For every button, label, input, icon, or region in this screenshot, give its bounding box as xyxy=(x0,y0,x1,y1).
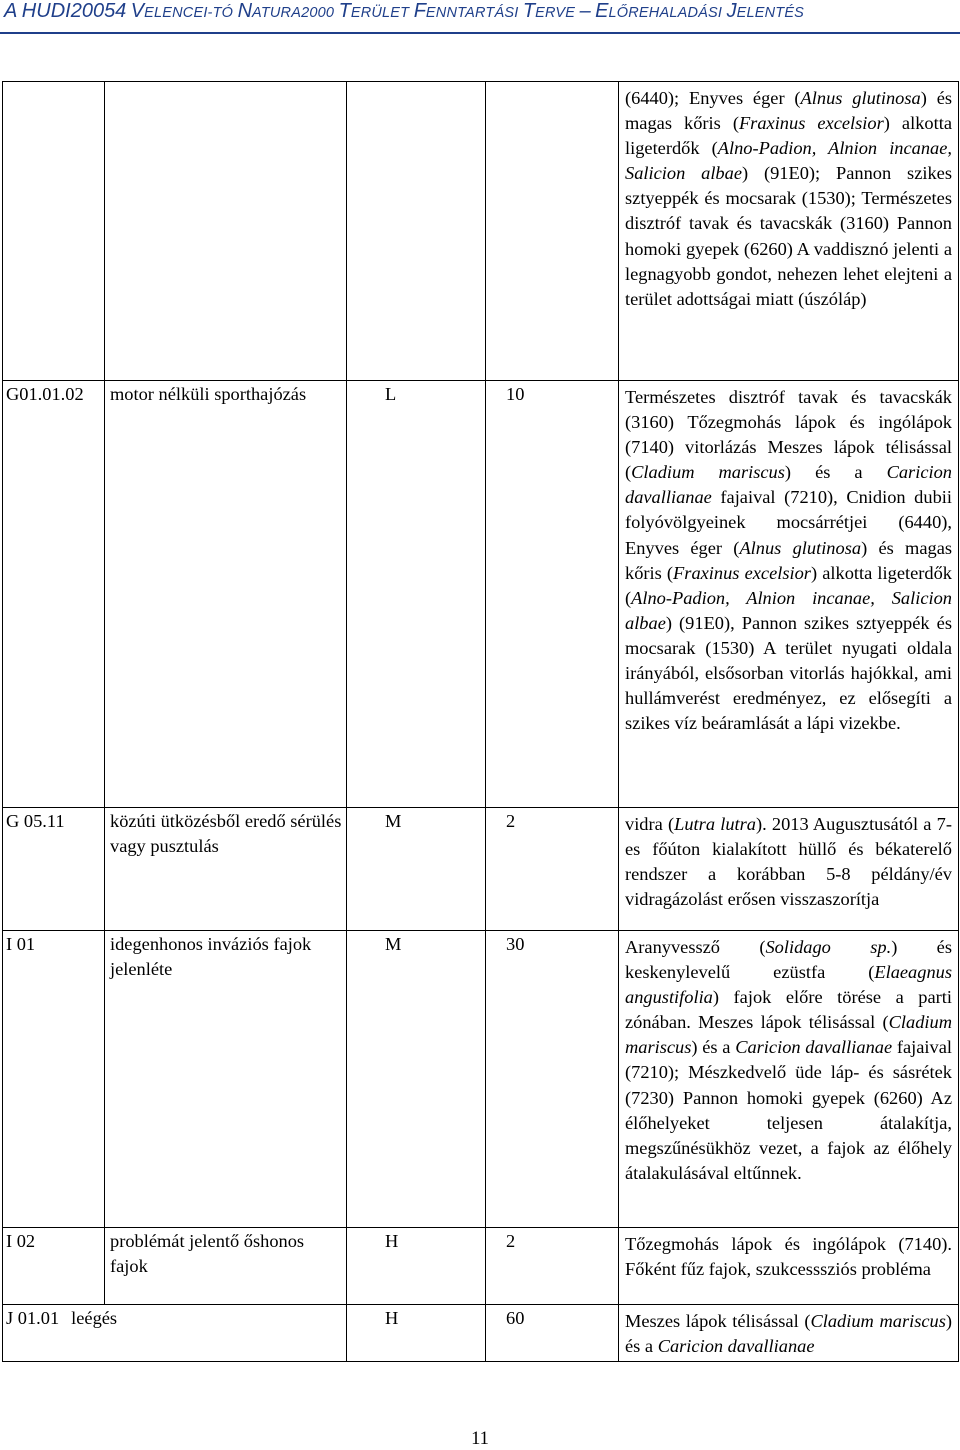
note-text: ) és magas kőris ( xyxy=(625,537,953,583)
note-text: ) és a xyxy=(784,462,887,483)
species-name: Alno-Padion, Alnion incanae, Salicion albae xyxy=(625,138,953,184)
species-name: Caricion davallianae xyxy=(625,462,952,508)
header-text: A HUDI20054 VELENCEI-TÓ NATURA2000 TERÜLET FENNTARTÁSI TERVE – ELŐREHALADÁSI JELENTÉS xyxy=(4,0,805,22)
note-text: ) alkotta ligeterdők ( xyxy=(625,113,952,159)
note-text: ). 2013 Augusztusától a 7-es főúton kialakított hüllő és békaterelő rendszer a korábban 5-8 példány/év vidragázolást erősen visszaszorítja xyxy=(625,814,952,910)
threat-description: idegenhonos inváziós fajok jelenléte xyxy=(105,931,347,1228)
impact-level: H xyxy=(347,1228,486,1305)
threats-table xyxy=(2,81,959,1362)
threat-description: leégés xyxy=(71,1308,118,1328)
species-name: Caricion davallianae xyxy=(657,1336,815,1357)
threat-code: I 01 xyxy=(3,931,105,1228)
threat-code-cell xyxy=(3,1305,347,1362)
threat-description xyxy=(105,82,347,381)
note-text: vidra ( xyxy=(625,814,675,834)
affected-percent: 2 xyxy=(486,1228,619,1305)
affected-percent xyxy=(486,82,619,381)
note-text: (6440); Enyves éger ( xyxy=(625,88,801,108)
species-name: Cladium mariscus xyxy=(625,1012,952,1058)
species-name: Cladium mariscus xyxy=(631,462,785,483)
threat-description: motor nélküli sporthajózás xyxy=(105,381,347,808)
threat-code xyxy=(3,82,105,381)
species-name: Alnus glutinosa xyxy=(739,537,862,558)
affected-percent: 30 xyxy=(486,931,619,1228)
impact-level: M xyxy=(347,808,486,931)
table-row xyxy=(3,381,959,808)
table-row xyxy=(3,1305,959,1362)
species-name: Fraxinus excelsior xyxy=(738,113,884,134)
note-text: fajaival (7210), Cnidion dubii folyóvölgyeinek mocsárrétjei (6440), Enyves éger ( xyxy=(625,487,952,558)
note-text: ) (91E0), Pannon szikes sztyeppék és mocsarak (1530) A terület nyugati oldala irányából, elsősorban vitorlás hajókkal, ami hullámverést eredményez, ez elősegíti a szikes víz beáramlását a lápi vizekbe. xyxy=(625,612,952,734)
table-row xyxy=(3,82,959,381)
threat-note xyxy=(619,1305,959,1362)
note-text: ) fajok előre törése a parti zónában. Meszes lápok télisással ( xyxy=(625,987,952,1033)
threat-code: J 01.01 xyxy=(6,1308,60,1328)
species-name: Fraxinus excelsior xyxy=(673,562,811,583)
threat-description: közúti ütközésből eredő sérülés vagy pusztulás xyxy=(105,808,347,931)
impact-level: L xyxy=(347,381,486,808)
threat-description: problémát jelentő őshonos fajok xyxy=(105,1228,347,1305)
note-text: Tőzegmohás lápok és ingólápok (7140). Főként fűz fajok, szukcesssziós probléma xyxy=(625,1234,952,1280)
note-text: Természetes disztróf tavak és tavacskák (3160) Tőzegmohás lápok és ingólápok (7140) vitorlázás Meszes lápok télisással ( xyxy=(625,387,952,483)
note-text: ) és magas kőris ( xyxy=(625,88,953,134)
note-text: ) és keskenylevelű ezüstfa ( xyxy=(625,937,952,983)
species-name: Solidago sp. xyxy=(765,937,892,957)
note-text: ) és a xyxy=(691,1037,736,1058)
threat-note xyxy=(619,808,959,931)
note-text: ) (91E0); Pannon szikes sztyeppék és mocsarak (1530); Természetes disztróf tavak és tavacskák (3160) Pannon homoki gyepek (6260) A vaddisznó jelenti a legnagyobb gondot, nehezen lehet elejteni a terület adottságai miatt (úszóláp) xyxy=(625,163,952,309)
species-name: Caricion davallianae xyxy=(735,1037,893,1058)
species-name: Lutra lutra xyxy=(674,814,756,834)
note-text: Aranyvessző ( xyxy=(625,937,766,957)
impact-level: H xyxy=(347,1305,486,1362)
affected-percent: 2 xyxy=(486,808,619,931)
note-text: ) alkotta ligeterdők ( xyxy=(625,562,952,608)
affected-percent: 60 xyxy=(486,1305,619,1362)
species-name: Alno-Padion, Alnion incanae, Salicion albae xyxy=(625,587,952,633)
threat-code: G01.01.02 xyxy=(3,381,105,808)
threat-note xyxy=(619,381,959,808)
impact-level xyxy=(347,82,486,381)
threat-note xyxy=(619,931,959,1228)
threat-note xyxy=(619,82,959,381)
table-row xyxy=(3,931,959,1228)
species-name: Elaeagnus angustifolia xyxy=(625,962,952,1008)
impact-level: M xyxy=(347,931,486,1228)
note-text: fajaival (7210); Mészkedvelő üde láp- és sásrétek (7230) Pannon homoki gyepek (6260) Az élőhelyeket teljesen átalakítja, megszűnésükhöz vezet, a fajok az élőhely átalakulásával eltűnnek. xyxy=(625,1037,952,1183)
threat-code: G 05.11 xyxy=(3,808,105,931)
threat-note xyxy=(619,1228,959,1305)
species-name: Cladium mariscus xyxy=(810,1311,946,1331)
note-text: ) és a xyxy=(625,1311,953,1357)
table-row xyxy=(3,808,959,931)
table-row xyxy=(3,1228,959,1305)
species-name: Alnus glutinosa xyxy=(800,88,921,108)
threat-code: I 02 xyxy=(3,1228,105,1305)
page-header xyxy=(0,0,960,34)
page-number: 11 xyxy=(471,1429,489,1449)
affected-percent: 10 xyxy=(486,381,619,808)
note-text: Meszes lápok télisással ( xyxy=(625,1311,811,1331)
